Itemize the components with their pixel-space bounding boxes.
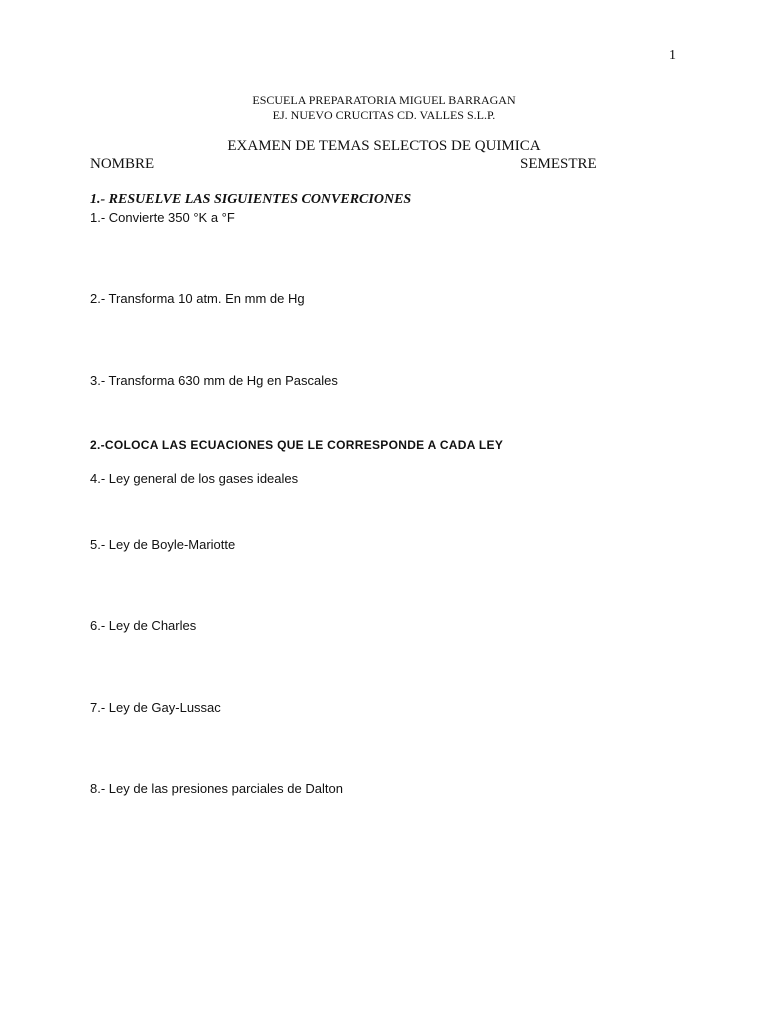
question-6: 6.- Ley de Charles — [90, 618, 197, 633]
page-number: 1 — [669, 48, 676, 63]
semester-label: SEMESTRE — [520, 156, 597, 172]
section-2-heading: 2.-COLOCA LAS ECUACIONES QUE LE CORRESPONDE A CADA LEY — [90, 438, 504, 452]
question-4: 4.- Ley general de los gases ideales — [90, 471, 299, 486]
school-address: EJ. NUEVO CRUCITAS CD. VALLES S.L.P. — [272, 108, 496, 122]
school-name: ESCUELA PREPARATORIA MIGUEL BARRAGAN — [252, 93, 516, 107]
question-5: 5.- Ley de Boyle-Mariotte — [90, 537, 236, 552]
exam-title: EXAMEN DE TEMAS SELECTOS DE QUIMICA — [227, 138, 541, 154]
question-3: 3.- Transforma 630 mm de Hg en Pascales — [90, 373, 338, 388]
question-8: 8.- Ley de las presiones parciales de Dalton — [90, 781, 343, 796]
question-2: 2.- Transforma 10 atm. En mm de Hg — [90, 291, 305, 306]
question-7: 7.- Ley de Gay-Lussac — [90, 700, 221, 715]
name-label: NOMBRE — [90, 156, 155, 172]
section-1-heading: 1.- RESUELVE LAS SIGUIENTES CONVERCIONES — [90, 192, 412, 207]
question-1: 1.- Convierte 350 °K a °F — [90, 210, 235, 225]
